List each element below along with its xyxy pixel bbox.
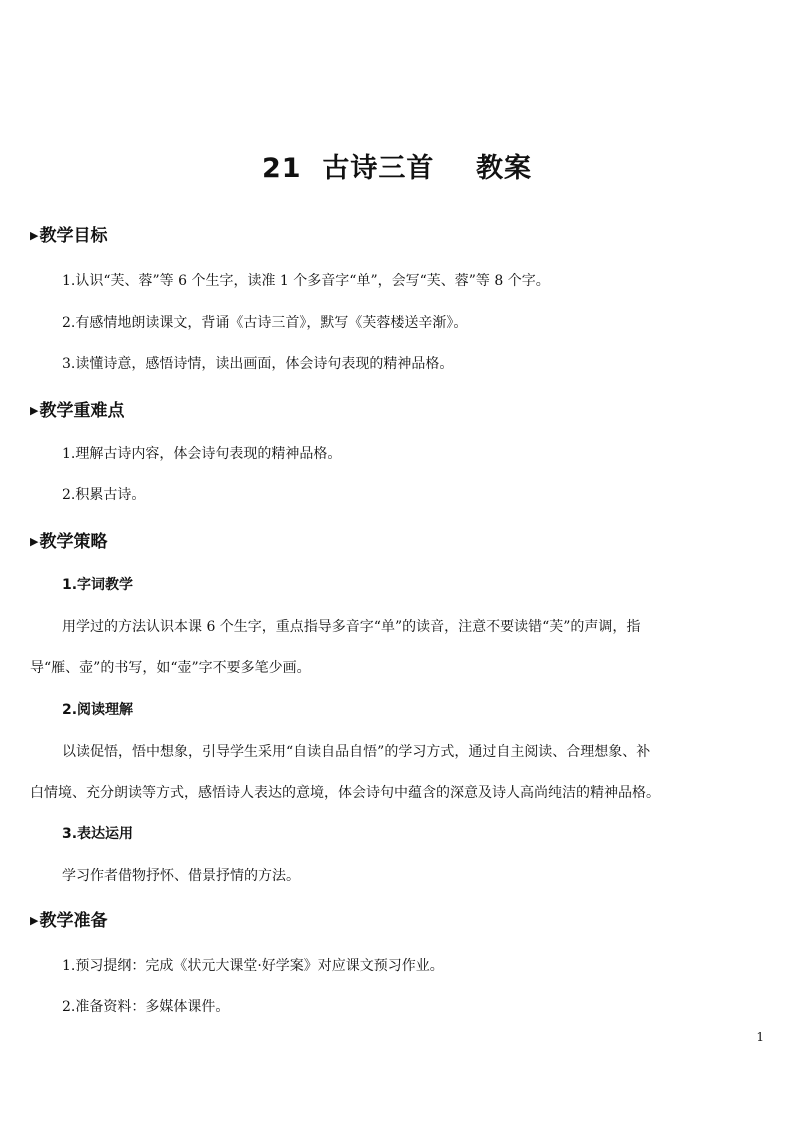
section-heading-label: 教学目标 bbox=[39, 226, 108, 246]
key-point-item: 2.积累古诗。 bbox=[62, 487, 146, 503]
preparation-item: 1.预习提纲：完成《状元大课堂·好学案》对应课文预习作业。 bbox=[62, 958, 444, 974]
section-heading-strategy bbox=[30, 527, 107, 552]
triangle-marker-icon: ▶ bbox=[30, 404, 39, 417]
strategy-subheading: 3.表达运用 bbox=[62, 826, 134, 842]
goal-item: 3.读懂诗意，感悟诗情，读出画面，体会诗句表现的精神品格。 bbox=[62, 356, 454, 372]
key-point-item: 1.理解古诗内容，体会诗句表现的精神品格。 bbox=[62, 446, 342, 462]
triangle-marker-icon: ▶ bbox=[30, 229, 39, 242]
paragraph-line: 导“雁、壶”的书写，如“壶”字不要多笔少画。 bbox=[30, 660, 311, 676]
section-heading-label: 教学重难点 bbox=[39, 401, 125, 421]
section-heading-key-points bbox=[30, 396, 124, 421]
goal-item: 2.有感情地朗读课文，背诵《古诗三首》，默写《芙蓉楼送辛渐》。 bbox=[62, 315, 468, 331]
triangle-marker-icon: ▶ bbox=[30, 535, 39, 548]
paragraph-line: 以读促悟，悟中想象，引导学生采用“自读自品自悟”的学习方式，通过自主阅读、合理想象、补 bbox=[62, 744, 651, 760]
section-heading-label: 教学策略 bbox=[39, 532, 108, 552]
paragraph-line: 白情境、充分朗读等方式，感悟诗人表达的意境，体会诗句中蕴含的深意及诗人高尚纯洁的精神品格。 bbox=[30, 785, 660, 801]
page-number: 1 bbox=[756, 1030, 764, 1044]
triangle-marker-icon: ▶ bbox=[30, 914, 39, 927]
strategy-subheading: 1.字词教学 bbox=[62, 577, 134, 593]
strategy-subheading: 2.阅读理解 bbox=[62, 702, 134, 718]
document-title: 21 古诗三首 教案 bbox=[262, 153, 532, 184]
section-heading-label: 教学准备 bbox=[39, 911, 108, 931]
preparation-item: 2.准备资料：多媒体课件。 bbox=[62, 999, 230, 1015]
paragraph-line: 学习作者借物抒怀、借景抒情的方法。 bbox=[62, 868, 300, 884]
goal-item: 1.认识“芙、蓉”等 6 个生字，读准 1 个多音字“单”，会写“芙、蓉”等 8 个字。 bbox=[62, 273, 550, 289]
paragraph-line: 用学过的方法认识本课 6 个生字，重点指导多音字“单”的读音，注意不要读错“芙”的声调，指 bbox=[62, 619, 641, 635]
section-heading-preparation bbox=[30, 906, 107, 931]
section-heading-goals bbox=[30, 221, 107, 246]
